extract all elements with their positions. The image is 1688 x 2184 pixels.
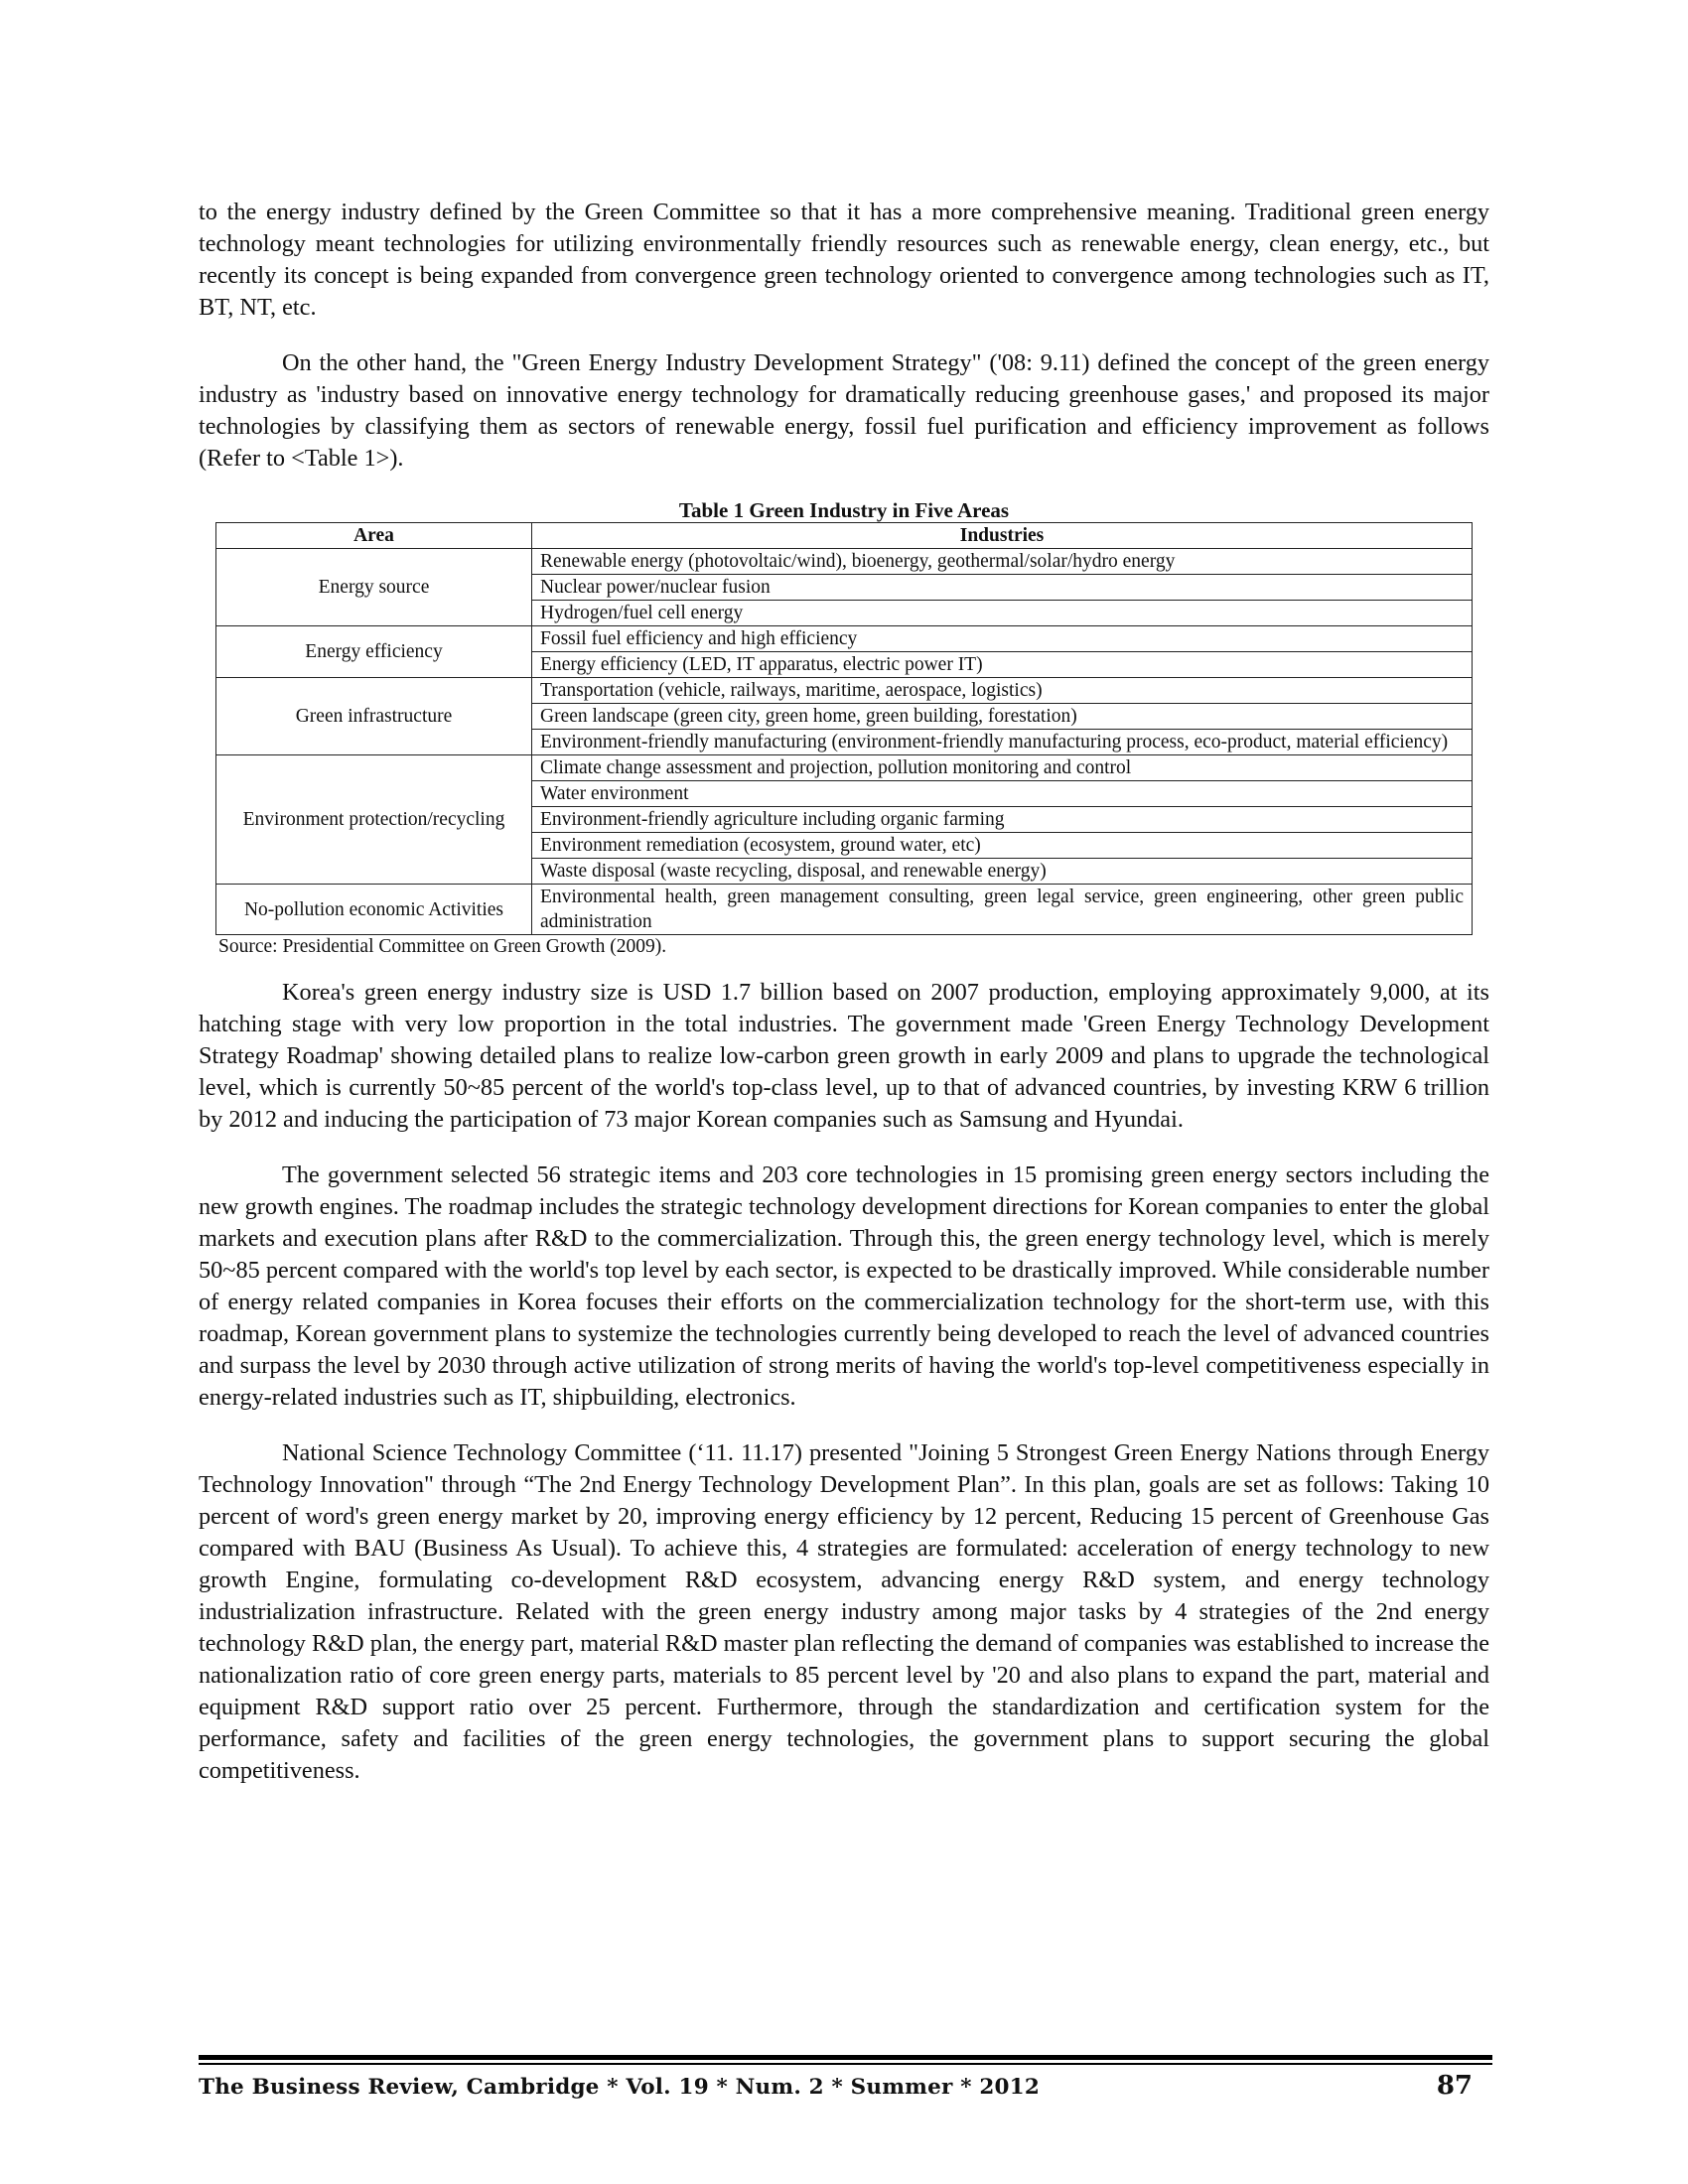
table-source-note: Source: Presidential Committee on Green Growth (2009).: [218, 936, 667, 957]
industry-cell: Nuclear power/nuclear fusion: [532, 575, 1473, 601]
header-area: Area: [216, 523, 532, 549]
area-cell: Energy source: [216, 549, 532, 626]
industry-cell: Energy efficiency (LED, IT apparatus, electric power IT): [532, 652, 1473, 678]
industry-cell: Renewable energy (photovoltaic/wind), bioenergy, geothermal/solar/hydro energy: [532, 549, 1473, 575]
area-cell: Green infrastructure: [216, 678, 532, 755]
industry-cell: Hydrogen/fuel cell energy: [532, 601, 1473, 626]
industry-cell: Transportation (vehicle, railways, maritime, aerospace, logistics): [532, 678, 1473, 704]
table-row: [216, 549, 1473, 575]
paragraph-industry-size: Korea's green energy industry size is USD 1.7 billion based on 2007 production, employing approximately 9,000, at its hatching stage with very low proportion in the total industries. The government made 'Green Energy Technology Development Strategy Roadmap' showing detailed plans to realize low-carbon green growth in early 2009 and plans to upgrade the technological level, which is currently 50~85 percent of the world's top-class level, up to that of advanced countries, by investing KRW 6 trillion by 2012 and inducing the participation of 73 major Korean companies such as Samsung and Hyundai.: [199, 979, 1489, 1133]
area-cell: Energy efficiency: [216, 626, 532, 678]
page-number: 87: [1436, 2071, 1473, 2101]
industry-cell: Water environment: [532, 781, 1473, 807]
industry-cell: Environmental health, green management consulting, green legal service, green engineering, other green public administration: [532, 885, 1473, 935]
industry-cell: Waste disposal (waste recycling, disposal, and renewable energy): [532, 859, 1473, 885]
paragraph-strategy-definition: On the other hand, the "Green Energy Industry Development Strategy" ('08: 9.11) defined the concept of the green energy industry as 'industry based on innovative energy technology for dramatically reducing greenhouse gases,' and proposed its major technologies by classifying them as sectors of renewable energy, fossil fuel purification and efficiency improvement as follows (Refer to <Table 1>).: [199, 349, 1489, 472]
industry-cell: Environment-friendly manufacturing (environment-friendly manufacturing process, eco-product, material efficiency): [532, 730, 1473, 755]
page-footer: [199, 2071, 1492, 2103]
paragraph-committee-plan: National Science Technology Committee (‘11. 11.17) presented "Joining 5 Strongest Green Energy Nations through Energy Technology Innovation" through “The 2nd Energy Technology Development Plan”. In this plan, goals are set as follows: Taking 10 percent of word's green energy market by 20, improving energy efficiency by 12 percent, Reducing 15 percent of Greenhouse Gas compared with BAU (Business As Usual). To achieve this, 4 strategies are formulated: acceleration of energy technology to new growth Engine, formulating co-development R&D ecosystem, advancing energy R&D system, and energy technology industrialization infrastructure. Related with the green energy industry among major tasks by 4 strategies of the 2nd energy technology R&D plan, the energy part, material R&D master plan reflecting the demand of companies was established to increase the nationalization ratio of core green energy parts, materials to 85 percent level by '20 and also plans to expand the part, material and equipment R&D support ratio over 25 percent. Furthermore, through the standardization and certification system for the performance, safety and facilities of the green energy technologies, the government plans to support securing the global competitiveness.: [199, 1439, 1489, 1784]
industry-cell: Climate change assessment and projection, pollution monitoring and control: [532, 755, 1473, 781]
footer-rule-thick: [199, 2055, 1492, 2060]
page-content: [199, 197, 1489, 1787]
table-row: [216, 885, 1473, 935]
area-cell: No-pollution economic Activities: [216, 885, 532, 935]
paragraph-strategic-items: The government selected 56 strategic items and 203 core technologies in 15 promising green energy sectors including the new growth engines. The roadmap includes the strategic technology development directions for Korean companies to enter the global markets and execution plans after R&D to the commercialization. Through this, the green energy technology level, which is merely 50~85 percent compared with the world's top level by each sector, is expected to be drastically improved. While considerable number of energy related companies in Korea focuses their efforts on the commercialization technology for the short-term use, with this roadmap, Korean government plans to systemize the technologies currently being developed to reach the level of advanced countries and surpass the level by 2030 through active utilization of strong merits of having the world's top-level competitiveness especially in energy-related industries such as IT, shipbuilding, electronics.: [199, 1161, 1489, 1411]
table-row: [216, 626, 1473, 652]
table-row: [216, 678, 1473, 704]
table-row: [216, 755, 1473, 781]
industry-cell: Fossil fuel efficiency and high efficiency: [532, 626, 1473, 652]
footer-rule-thin: [199, 2063, 1492, 2065]
table-header-row: [216, 523, 1473, 549]
area-cell: Environment protection/recycling: [216, 755, 532, 885]
paragraph-continuation: to the energy industry defined by the Green Committee so that it has a more comprehensive meaning. Traditional green energy technology meant technologies for utilizing environmentally friendly resources such as renewable energy, clean energy, etc., but recently its concept is being expanded from convergence green technology oriented to convergence among technologies such as IT, BT, NT, etc.: [199, 199, 1489, 321]
industry-cell: Green landscape (green city, green home, green building, forestation): [532, 704, 1473, 730]
header-industries: Industries: [532, 523, 1473, 549]
journal-citation: The Business Review, Cambridge * Vol. 19 * Num. 2 * Summer * 2012: [199, 2075, 1040, 2100]
table-title: Table 1 Green Industry in Five Areas: [678, 498, 1010, 522]
green-industry-table: [215, 522, 1473, 935]
industry-cell: Environment-friendly agriculture including organic farming: [532, 807, 1473, 833]
industry-cell: Environment remediation (ecosystem, ground water, etc): [532, 833, 1473, 859]
